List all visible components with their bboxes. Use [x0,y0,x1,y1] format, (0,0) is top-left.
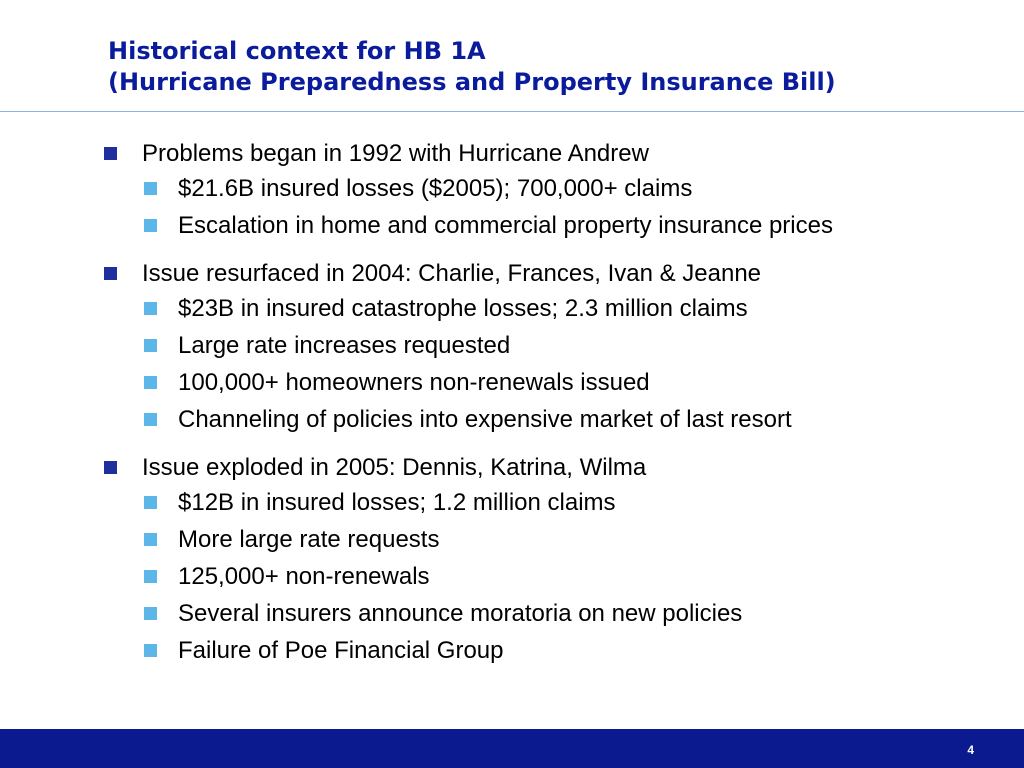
square-bullet-icon [144,533,157,546]
sub-bullet-item [104,170,1004,207]
sub-bullet-text: Large rate increases requested [178,332,511,359]
bullet-text: Problems began in 1992 with Hurricane Andrew [142,140,649,167]
bullet-item [104,138,1004,170]
sub-bullet-item [104,327,1004,364]
square-bullet-icon [144,302,157,315]
sub-bullet-text: $23B in insured catastrophe losses; 2.3 million claims [178,295,748,322]
slide-title [108,36,1008,98]
square-bullet-icon [144,376,157,389]
sub-bullet-item [104,558,1004,595]
sub-bullet-item [104,521,1004,558]
square-bullet-icon [144,219,157,232]
sub-bullet-text: Escalation in home and commercial property insurance prices [178,212,833,239]
square-bullet-icon [144,607,157,620]
bullet-list [104,138,1004,669]
title-divider [0,111,1024,112]
bullet-text: Issue exploded in 2005: Dennis, Katrina, Wilma [142,454,647,481]
sub-bullet-item [104,364,1004,401]
square-bullet-icon [144,644,157,657]
sub-bullet-text: 100,000+ homeowners non-renewals issued [178,369,650,396]
sub-bullet-text: $21.6B insured losses ($2005); 700,000+ claims [178,175,693,202]
square-bullet-icon [144,570,157,583]
footer-bar [0,729,1024,768]
square-bullet-icon [104,267,117,280]
slide-title-line-2: (Hurricane Preparedness and Property Insurance Bill) [108,68,836,96]
bullet-item [104,452,1004,484]
sub-bullet-text: Channeling of policies into expensive market of last resort [178,406,792,433]
square-bullet-icon [144,339,157,352]
sub-bullet-item [104,632,1004,669]
sub-bullet-item [104,290,1004,327]
sub-bullet-item [104,401,1004,438]
sub-bullet-text: $12B in insured losses; 1.2 million claims [178,489,616,516]
page-number: 4 [967,743,974,757]
square-bullet-icon [144,496,157,509]
sub-bullet-text: Several insurers announce moratoria on new policies [178,600,743,627]
slide-title-line-1: Historical context for HB 1A [108,37,486,65]
sub-bullet-text: 125,000+ non-renewals [178,563,430,590]
square-bullet-icon [144,413,157,426]
bullet-item [104,258,1004,290]
square-bullet-icon [104,147,117,160]
sub-bullet-item [104,484,1004,521]
square-bullet-icon [144,182,157,195]
square-bullet-icon [104,461,117,474]
sub-bullet-text: Failure of Poe Financial Group [178,637,504,664]
sub-bullet-item [104,595,1004,632]
sub-bullet-item [104,207,1004,244]
bullet-text: Issue resurfaced in 2004: Charlie, Frances, Ivan & Jeanne [142,260,762,287]
sub-bullet-text: More large rate requests [178,526,440,553]
